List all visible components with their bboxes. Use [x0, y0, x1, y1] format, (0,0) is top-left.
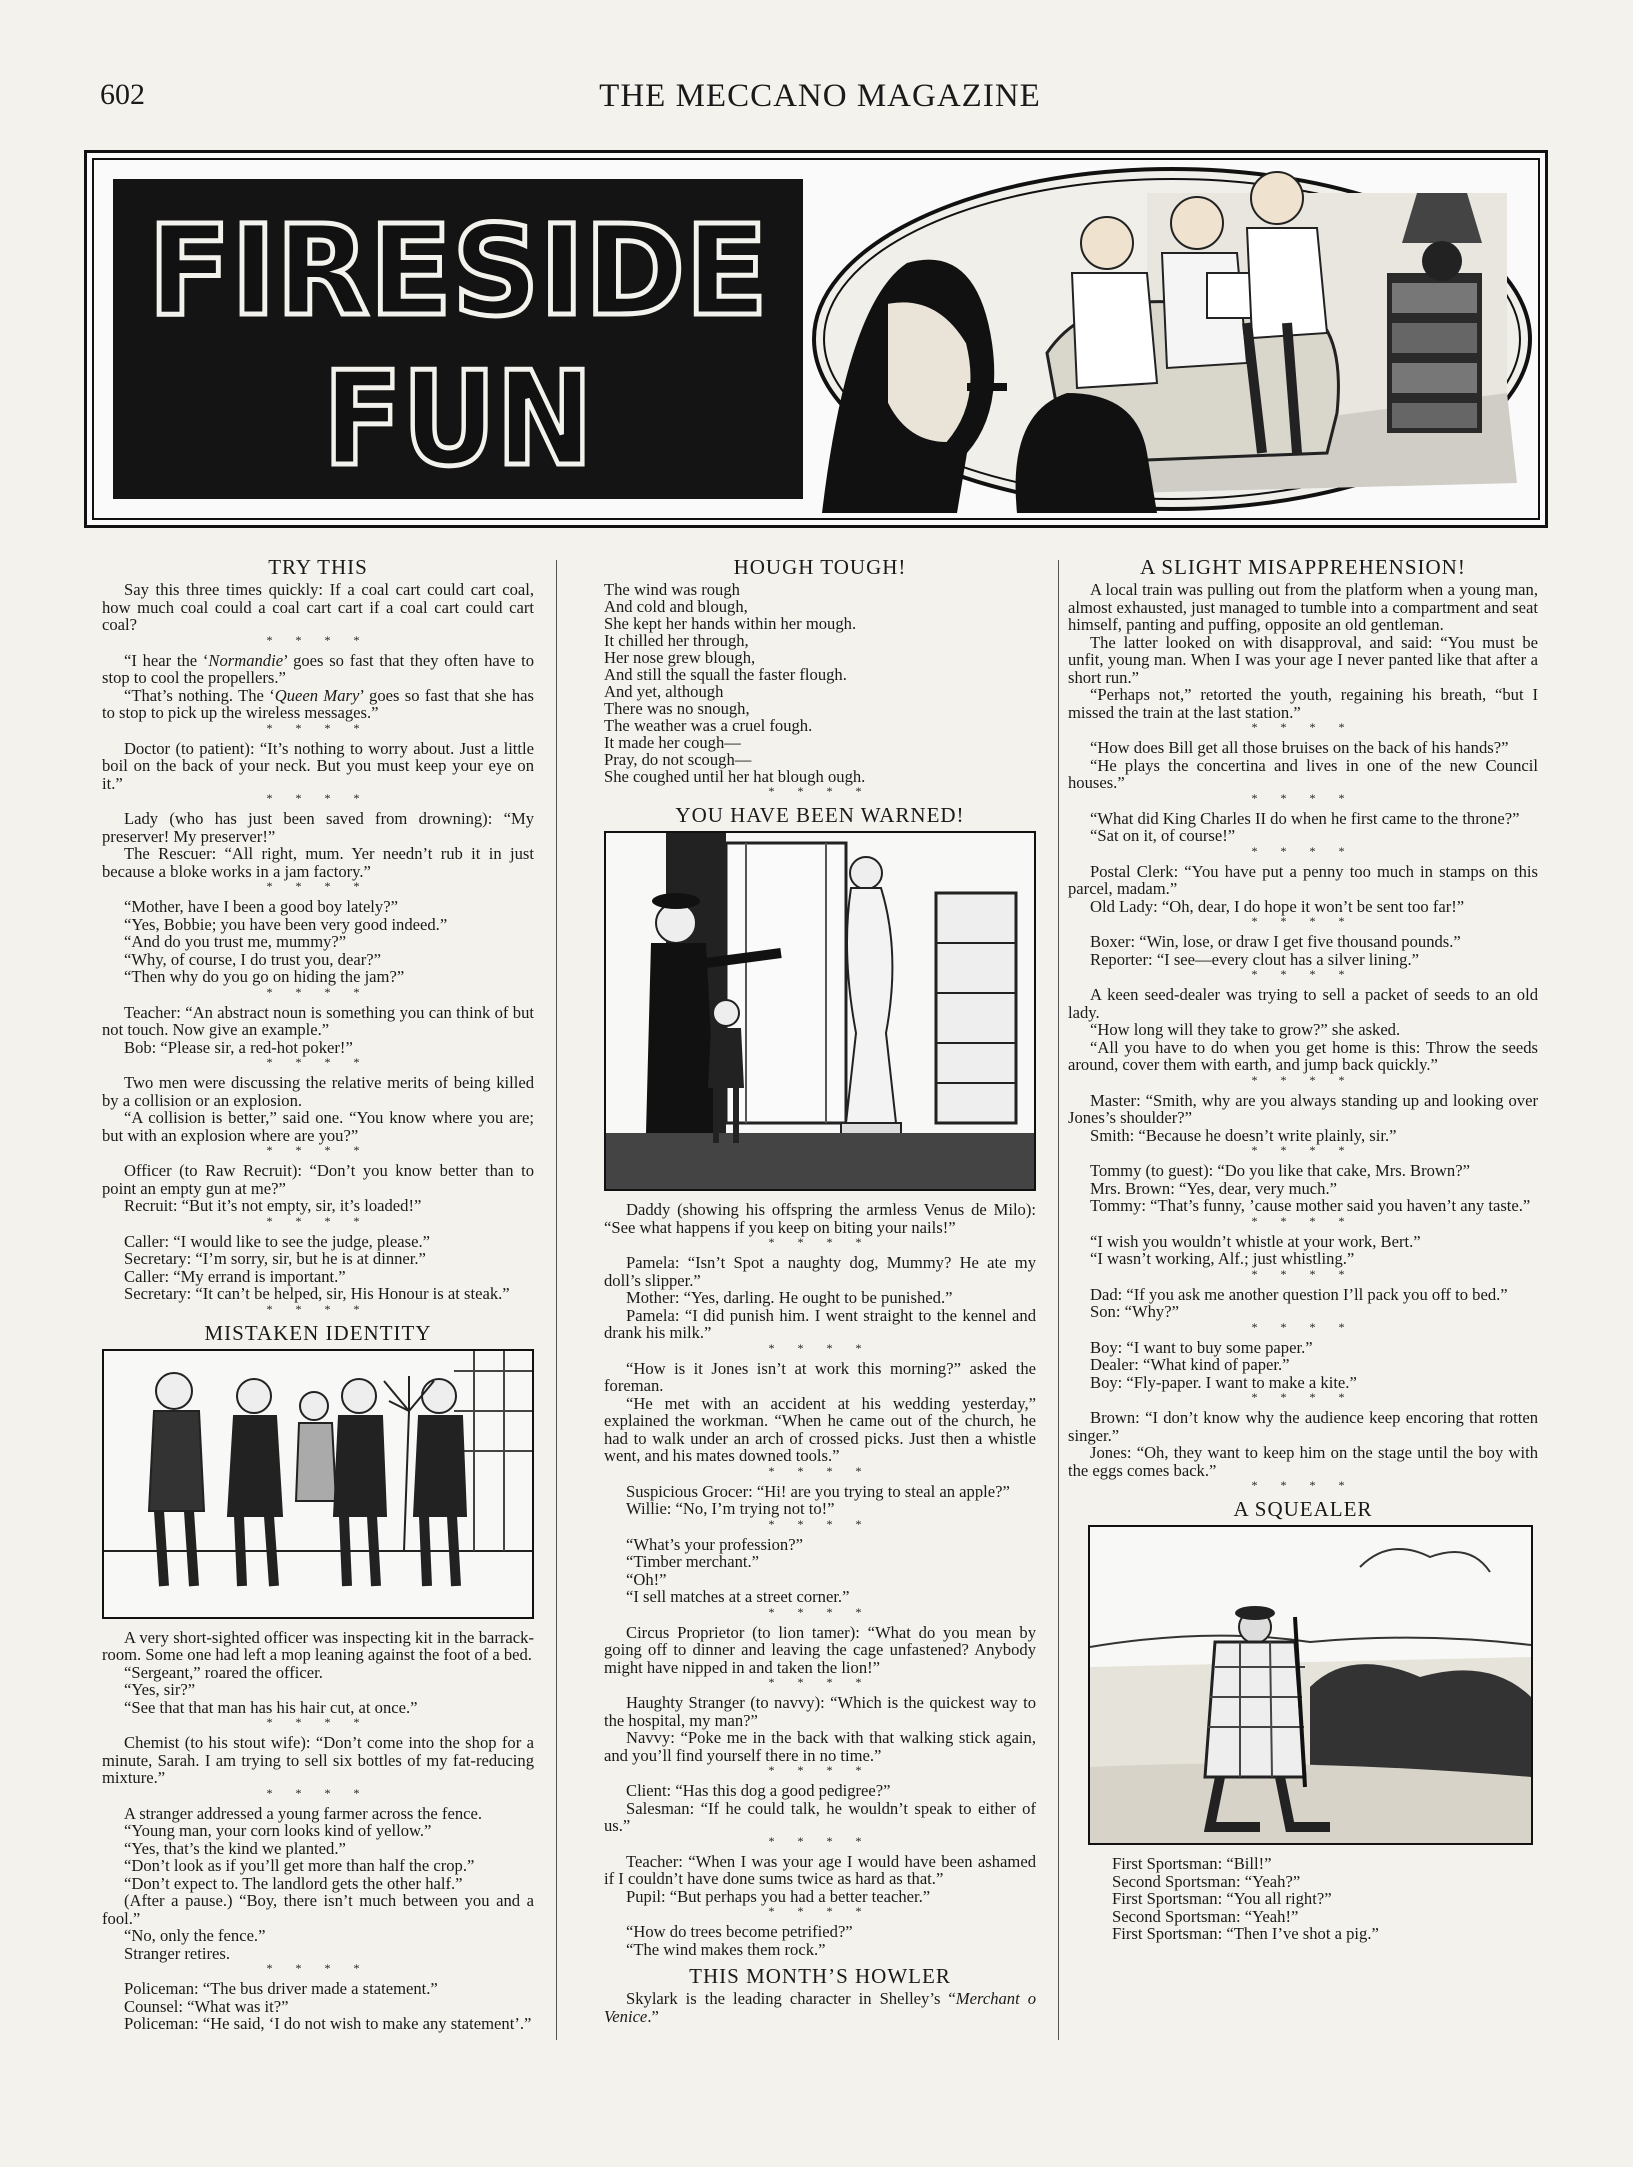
profession-line: “I sell matches at a street corner.”: [626, 1587, 850, 1606]
farmer-line: “Don’t look as if you’ll get more than half the crop.”: [124, 1856, 475, 1875]
separator: * * * *: [266, 879, 370, 893]
joke-smith: Smith: “Because he doesn’t write plainly, sir.”: [1090, 1125, 1397, 1145]
joke-bobbie-line: “Why, of course, I do trust you, dear?”: [124, 949, 381, 969]
joke-teacher-2: Teacher: “When I was your age I would have been ashamed if I couldn’t have done sums twice as hard as that.”: [604, 1851, 1036, 1888]
joke-navvy: Navvy: “Poke me in the back with that walking stick again, and you’ll find yourself there in no time.”: [604, 1728, 1036, 1765]
whistle-line: “I wasn’t working, Alf.; just whistling.”: [1090, 1249, 1355, 1268]
joke-two-men: Two men were discussing the relative merits of being killed by a collision or an explosion.: [102, 1073, 534, 1110]
mistaken-identity-cartoon: [102, 1349, 534, 1619]
heading-squealer: A SQUEALER: [1233, 1497, 1373, 1521]
cartoon-sportsman-image: [1090, 1527, 1531, 1843]
separator: * * * *: [768, 1340, 872, 1355]
poem-line: The wind was rough: [604, 580, 740, 599]
sportsman-line: First Sportsman: “Then I’ve shot a pig.”: [1112, 1924, 1379, 1943]
joke-farmer: A stranger addressed a young farmer across the fence.: [124, 1803, 482, 1823]
joke-throw: “All you have to do when you get home is this: Throw the seeds around, cover them with earth, and jump back quickly.”: [1068, 1037, 1538, 1074]
banner-line-1: FIRESIDE: [148, 199, 768, 344]
tommy-line: Tommy (to guest): “Do you like that cake, Mrs. Brown?”: [1090, 1161, 1470, 1180]
trees-line: “How do trees become petrified?”: [626, 1922, 853, 1941]
joke-willie: Willie: “No, I’m trying not to!”: [626, 1499, 835, 1518]
sergeant-line: “See that that man has his hair cut, at once.”: [124, 1697, 418, 1717]
separator: * * * *: [266, 720, 370, 735]
separator: * * * *: [266, 1715, 370, 1729]
column-1: [102, 555, 534, 2033]
profession-line: “What’s your profession?”: [626, 1534, 803, 1554]
joke-seed: A keen seed-dealer was trying to sell a packet of seeds to an old lady.: [1068, 985, 1538, 1022]
hough-tough-poem: [604, 581, 1036, 785]
sportsman-line: First Sportsman: “Bill!”: [1112, 1854, 1272, 1873]
boy-line: Boy: “Fly-paper. I want to make a kite.”: [1090, 1372, 1357, 1392]
farmer-line: “Don’t expect to. The landlord gets the other half.”: [124, 1873, 463, 1893]
poem-line: It chilled her through,: [604, 631, 749, 650]
policeman-line: Counsel: “What was it?”: [124, 1996, 289, 2016]
separator: * * * *: [266, 1785, 370, 1800]
joke-old-lady: Old Lady: “Oh, dear, I do hope it won’t be sent too far!”: [1090, 896, 1465, 916]
joke-collision: “A collision is better,” said one. “You know where you are; but with an explosion where are you?”: [102, 1108, 534, 1145]
joke-rescuer: The Rescuer: “All right, mum. Yer needn’t rub it in just because a bloke works in a jam factory.”: [102, 844, 534, 881]
joke-bobbie-line: “Yes, Bobbie; you have been very good indeed.”: [124, 914, 448, 934]
farmer-line: Stranger retires.: [124, 1943, 230, 1963]
farmer-line: “No, only the fence.”: [124, 1926, 266, 1945]
separator: * * * *: [768, 1763, 872, 1777]
heading-hough-tough: HOUGH TOUGH!: [733, 555, 907, 579]
poem-line: And cold and blough,: [604, 597, 748, 616]
dad-line: Son: “Why?”: [1090, 1302, 1179, 1321]
joke-bill: “How does Bill get all those bruises on the back of his hands?”: [1090, 738, 1509, 757]
poem-line: And yet, although: [604, 682, 724, 701]
poem-line: It made her cough—: [604, 733, 741, 752]
separator: * * * *: [266, 1143, 370, 1157]
separator: * * * *: [1251, 914, 1355, 928]
pamela-line: Pamela: “I did punish him. I went straight to the kennel and drank his milk.”: [604, 1305, 1036, 1342]
heading-you-have-been-warned: YOU HAVE BEEN WARNED!: [675, 803, 965, 827]
brown-line: Brown: “I don’t know why the audience keep encoring that rotten singer.”: [1068, 1408, 1538, 1445]
separator: * * * *: [1251, 720, 1355, 734]
poem-line: Pray, do not scough—: [604, 750, 752, 769]
joke-bob: Bob: “Please sir, a red-hot poker!”: [124, 1037, 353, 1057]
separator: * * * *: [768, 1833, 872, 1848]
heading-try-this: TRY THIS: [268, 555, 368, 579]
venus-de-milo-cartoon: [604, 831, 1036, 1191]
joke-grocer: Suspicious Grocer: “Hi! are you trying to steal an apple?”: [626, 1481, 1010, 1501]
joke-queen-mary: “That’s nothing. The ‘Queen Mary’ goes so fast that she has to stop to pick up the wireless messages.”: [102, 685, 535, 722]
sportsman-line: Second Sportsman: “Yeah!”: [1112, 1906, 1299, 1926]
separator: * * * *: [768, 1904, 872, 1918]
joke-salesman: Salesman: “If he could talk, he wouldn’t speak to either of us.”: [604, 1798, 1036, 1835]
column-2: [604, 555, 1036, 2025]
page-number: 602: [100, 78, 145, 111]
dad-line: Dad: “If you ask me another question I’ll pack you off to bed.”: [1090, 1284, 1508, 1304]
howler-text: Skylark is the leading character in Shelley’s “Merchant o Venice.”: [604, 1989, 1037, 2026]
tommy-line: Tommy: “That’s funny, ’cause mother said you haven’t any taste.”: [1090, 1196, 1531, 1215]
joke-lady: Lady (who has just been saved from drowning): “My preserver! My preserver!”: [102, 809, 534, 846]
separator: * * * *: [1251, 1390, 1355, 1404]
joke-chemist: Chemist (to his stout wife): “Don’t come into the shop for a minute, Sarah. I am trying to sell six bottles of my fat-reducing mixture.”: [102, 1733, 534, 1787]
poem-line: And still the squall the faster flough.: [604, 665, 847, 684]
joke-accident: “He met with an accident at his wedding yesterday,” explained the workman. “When he came out of the church, he had to walk under an arch of crossed picks. Just then a whistle went, and his mates downed tools.”: [604, 1393, 1036, 1465]
separator: * * * *: [266, 1961, 370, 1975]
joke-grow: “How long will they take to grow?” she asked.: [1090, 1020, 1401, 1039]
joke-bobbie-line: “And do you trust me, mummy?”: [124, 932, 347, 951]
heading-howler: THIS MONTH’S HOWLER: [689, 1964, 951, 1988]
joke-master: Master: “Smith, why are you always standing up and looking over Jones’s shoulder?”: [1068, 1090, 1538, 1127]
joke-boxer: Boxer: “Win, lose, or draw I get five thousand pounds.”: [1090, 932, 1461, 951]
joke-concertina: “He plays the concertina and lives in one of the new Council houses.”: [1068, 755, 1538, 792]
separator: * * * *: [266, 1055, 370, 1069]
separator: * * * *: [768, 1675, 872, 1689]
page-header: [100, 78, 1540, 128]
joke-teacher: Teacher: “An abstract noun is something you can think of but not touch. Now give an example.”: [102, 1002, 534, 1039]
separator: * * * *: [768, 1235, 872, 1249]
joke-jones: “How is it Jones isn’t at work this morning?” asked the foreman.: [604, 1358, 1036, 1395]
sergeant-line: “Yes, sir?”: [124, 1680, 196, 1699]
joke-postal: Postal Clerk: “You have put a penny too much in stamps on this parcel, madam.”: [1068, 861, 1538, 898]
joke-caller-line: Secretary: “It can’t be helped, sir, His Honour is at steak.”: [124, 1284, 510, 1303]
separator: * * * *: [1251, 1213, 1355, 1228]
farmer-line: (After a pause.) “Boy, there isn’t much between you and a fool.”: [102, 1891, 534, 1928]
profession-line: “Timber merchant.”: [626, 1552, 760, 1571]
policeman-line: Policeman: “The bus driver made a statement.”: [124, 1979, 438, 1998]
joke-doctor: Doctor (to patient): “It’s nothing to worry about. Just a little boil on the back of your neck. But you must keep your eye on it.”: [102, 738, 534, 793]
column-3: [1068, 555, 1538, 1943]
banner-line-2: FUN: [323, 343, 593, 495]
sportsman-line: Second Sportsman: “Yeah?”: [1112, 1871, 1301, 1891]
farmer-line: “Yes, that’s the kind we planted.”: [124, 1838, 346, 1858]
separator: * * * *: [768, 1516, 872, 1531]
joke-caller-line: Secretary: “I’m sorry, sir, but he is at dinner.”: [124, 1249, 426, 1268]
separator: * * * *: [266, 1301, 370, 1316]
joke-daddy: Daddy (showing his offspring the armless Venus de Milo): “See what happens if you keep on biting your nails!”: [604, 1200, 1036, 1237]
cartoon-venus-image: [606, 833, 1034, 1189]
joke-bobbie-line: “Then why do you go on hiding the jam?”: [124, 967, 405, 986]
poem-line: Her nose grew blough,: [604, 648, 756, 667]
separator: * * * *: [1251, 790, 1355, 805]
separator: * * * *: [266, 984, 370, 999]
train-latter: The latter looked on with disapproval, and said: “You must be unfit, young man. When I was your age I never panted like that after a short run.”: [1068, 632, 1538, 687]
separator: * * * *: [266, 791, 370, 805]
joke-sat: “Sat on it, of course!”: [1090, 826, 1236, 845]
poem-line: There was no snough,: [604, 699, 750, 718]
joke-normandie: “I hear the ‘Normandie’ goes so fast that they often have to stop to cool the propellers.”: [102, 650, 535, 687]
policeman-line: Policeman: “He said, ‘I do not wish to make any statement’.”: [124, 2014, 532, 2033]
cartoon-officers-image: [104, 1351, 532, 1617]
separator: * * * *: [1251, 1478, 1355, 1492]
magazine-title: THE MECCANO MAGAZINE: [599, 78, 1041, 114]
brown-line: Jones: “Oh, they want to keep him on the stage until the boy with the eggs comes back.”: [1068, 1443, 1538, 1480]
trees-line: “The wind makes them rock.”: [626, 1939, 826, 1959]
pamela-line: Mother: “Yes, darling. He ought to be punished.”: [626, 1288, 953, 1307]
joke-haughty: Haughty Stranger (to navvy): “Which is the quickest way to the hospital, my man?”: [604, 1693, 1036, 1730]
joke-caller-line: Caller: “My errand is important.”: [124, 1266, 346, 1286]
farmer-line: “Young man, your corn looks kind of yellow.”: [124, 1821, 432, 1840]
heading-mistaken-identity: MISTAKEN IDENTITY: [204, 1320, 432, 1345]
pamela-line: Pamela: “Isn’t Spot a naughty dog, Mummy? He ate my doll’s slipper.”: [604, 1253, 1036, 1290]
column-rule-2: [1058, 560, 1059, 2040]
officer-story: A very short-sighted officer was inspecting kit in the barrack-room. Some one had left a mop leaning against the foot of a bed.: [102, 1627, 534, 1664]
train-perhaps: “Perhaps not,” retorted the youth, regaining his breath, “but I missed the train at the last station.”: [1068, 685, 1538, 722]
separator: * * * *: [266, 1213, 370, 1228]
joke-officer: Officer (to Raw Recruit): “Don’t you know better than to point an empty gun at me?”: [102, 1161, 534, 1198]
separator: * * * *: [266, 632, 370, 647]
joke-caller-line: Caller: “I would like to see the judge, please.”: [124, 1231, 430, 1251]
joke-bobbie-line: “Mother, have I been a good boy lately?”: [124, 897, 398, 916]
try-this-text: Say this three times quickly: If a coal cart could cart coal, how much coal could a coal cart cart if a coal cart could cart coal?: [102, 580, 534, 634]
joke-circus: Circus Proprietor (to lion tamer): “What do you mean by going off to dinner and leaving the cage unfastened? Anybody might have nipped in and taken the lion!”: [604, 1622, 1036, 1677]
whistle-line: “I wish you wouldn’t whistle at your work, Bert.”: [1090, 1231, 1421, 1251]
fireside-fun-lettering: [113, 179, 833, 539]
separator: * * * *: [1251, 967, 1355, 981]
separator: * * * *: [1251, 1319, 1355, 1334]
joke-reporter: Reporter: “I see—every clout has a silver lining.”: [1090, 949, 1419, 969]
profession-line: “Oh!”: [626, 1569, 667, 1589]
sergeant-line: “Sergeant,” roared the officer.: [124, 1662, 323, 1682]
joke-pupil: Pupil: “But perhaps you had a better teacher.”: [626, 1886, 931, 1906]
separator: * * * *: [768, 784, 872, 798]
separator: * * * *: [768, 1604, 872, 1619]
heading-slight-misapprehension: A SLIGHT MISAPPREHENSION!: [1140, 555, 1466, 579]
separator: * * * *: [1251, 843, 1355, 858]
separator: * * * *: [768, 1463, 872, 1478]
train-story: A local train was pulling out from the platform when a young man, almost exhausted, just managed to tumble into a compartment and seat himself, panting and puffing, opposite an old gentleman.: [1068, 580, 1538, 634]
sportsman-line: First Sportsman: “You all right?”: [1112, 1889, 1332, 1908]
poem-line: The weather was a cruel fough.: [604, 716, 813, 735]
squealer-cartoon: [1088, 1525, 1533, 1845]
joke-charles: “What did King Charles II do when he first came to the throne?”: [1090, 808, 1520, 828]
joke-client: Client: “Has this dog a good pedigree?”: [626, 1781, 891, 1800]
tommy-line: Mrs. Brown: “Yes, dear, very much.”: [1090, 1178, 1337, 1198]
joke-recruit: Recruit: “But it’s not empty, sir, it’s loaded!”: [124, 1196, 422, 1215]
separator: * * * *: [1251, 1072, 1355, 1087]
separator: * * * *: [1251, 1143, 1355, 1157]
fireside-fun-banner: [84, 150, 1548, 528]
separator: * * * *: [1251, 1266, 1355, 1281]
column-rule-1: [556, 560, 557, 2040]
poem-line: She coughed until her hat blough ough.: [604, 767, 866, 786]
boy-line: Dealer: “What kind of paper.”: [1090, 1355, 1290, 1374]
poem-line: She kept her hands within her mough.: [604, 614, 857, 633]
boy-line: Boy: “I want to buy some paper.”: [1090, 1337, 1313, 1357]
